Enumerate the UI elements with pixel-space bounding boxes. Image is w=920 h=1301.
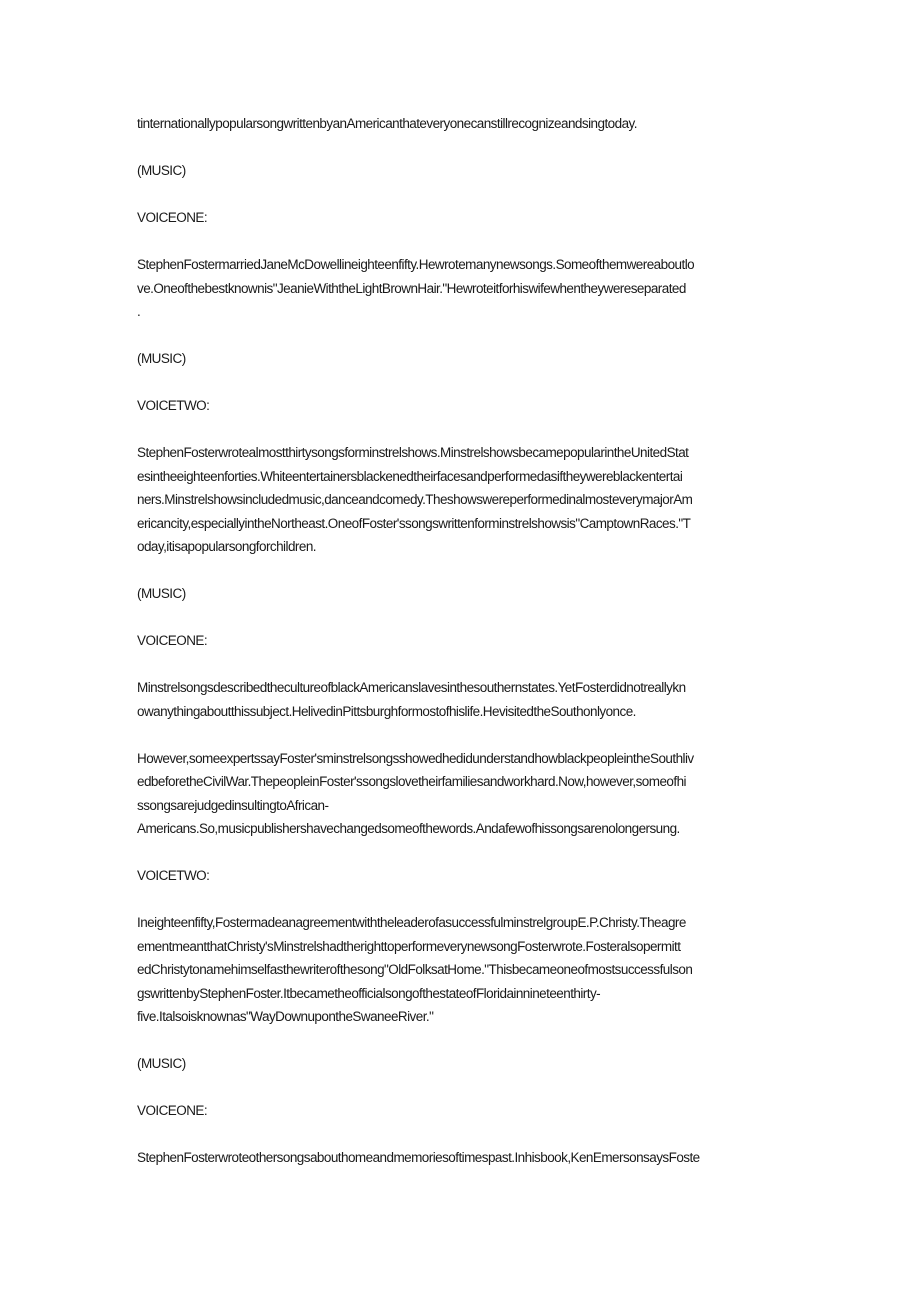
paragraph-speaker-label: VOICEONE: xyxy=(137,633,208,648)
paragraph-experts-view: However,someexpertssayFoster'sminstrelsongsshowedhedidunderstandhowblackpeopleintheSouthliv edbeforetheCivilWar.ThepeopleinFoster'ssongslovetheirfamiliesandworkhard.Now,however,someofhi ssongsarejudgedinsultingtoAfrican- Americans.So,musicpublishershavechangedsomeofthewords.Andafewofhissongsarenolongersung. xyxy=(137,750,694,836)
paragraph-minstrel-songs: MinstrelsongsdescribedthecultureofblackAmericanslavesinthesouthernstates.YetFosterdidnotreallykn owanythingaboutthissubject.HelivedinPittsburghformostofhislife.HevisitedtheSouthonlyonce. xyxy=(137,680,686,719)
paragraph-home-songs: StephenFosterwroteothersongsabouthomeandmemoriesoftimespast.Inhisbook,KenEmersonsaysFoste xyxy=(137,1150,700,1165)
paragraph-music-cue: (MUSIC) xyxy=(137,163,186,178)
paragraph-speaker-label: VOICEONE: xyxy=(137,1103,208,1118)
paragraph-minstrel-shows: StephenFosterwrotealmostthirtysongsforminstrelshows.MinstrelshowsbecamepopularintheUnitedStat esintheeighteenforties.Whiteentertainersblackenedtheirfacesandperformedasiftheywereblackentertai ners.Minstrelshowsincludedmusic,danceandcomedy.TheshowswereperformedinalmosteverymajorAm ericancity,especiallyintheNortheast.OneofFoster'ssongswrittenforminstrelshowsis"CamptownRaces."T oday,itisapopularsongforchildren. xyxy=(137,445,693,554)
paragraph-music-cue: (MUSIC) xyxy=(137,586,186,601)
paragraph-music-cue: (MUSIC) xyxy=(137,1056,186,1071)
paragraph-speaker-label: VOICETWO: xyxy=(137,398,210,413)
paragraph-song-intro: tinternationallypopularsongwrittenbyanAmericanthateveryonecanstillrecognizeandsingtoday. xyxy=(137,116,637,131)
paragraph-speaker-label: VOICEONE: xyxy=(137,210,208,225)
paragraph-speaker-label: VOICETWO: xyxy=(137,868,210,883)
paragraph-christy-agreement: Ineighteenfifty,FostermadeanagreementwiththeleaderofasuccessfulminstrelgroupE.P.Christy.Theagre ementmeantthatChristy'sMinstrelshadtherighttoperformeverynewsongFosterwrote.Fosteralsopermitt edChristytonamehimselfasthewriterofthesong"OldFolksatHome."Thisbecameoneofmostsuccessfulson gswrittenbyStephenFoster.ItbecametheofficialsongofthestateofFloridainnineteenthirty- five.Italsoisknownas"WayDownupontheSwaneeRiver." xyxy=(137,915,693,1024)
paragraph-marriage: StephenFostermarriedJaneMcDowellineighteenfifty.Hewrotemanynewsongs.Someofthemwereaboutlo ve.Oneofthebestknownis"JeanieWiththeLightBrownHair."Hewroteitforhiswifewhentheywereseparated . xyxy=(137,257,695,319)
paragraph-music-cue: (MUSIC) xyxy=(137,351,186,366)
document-body xyxy=(137,112,787,1193)
